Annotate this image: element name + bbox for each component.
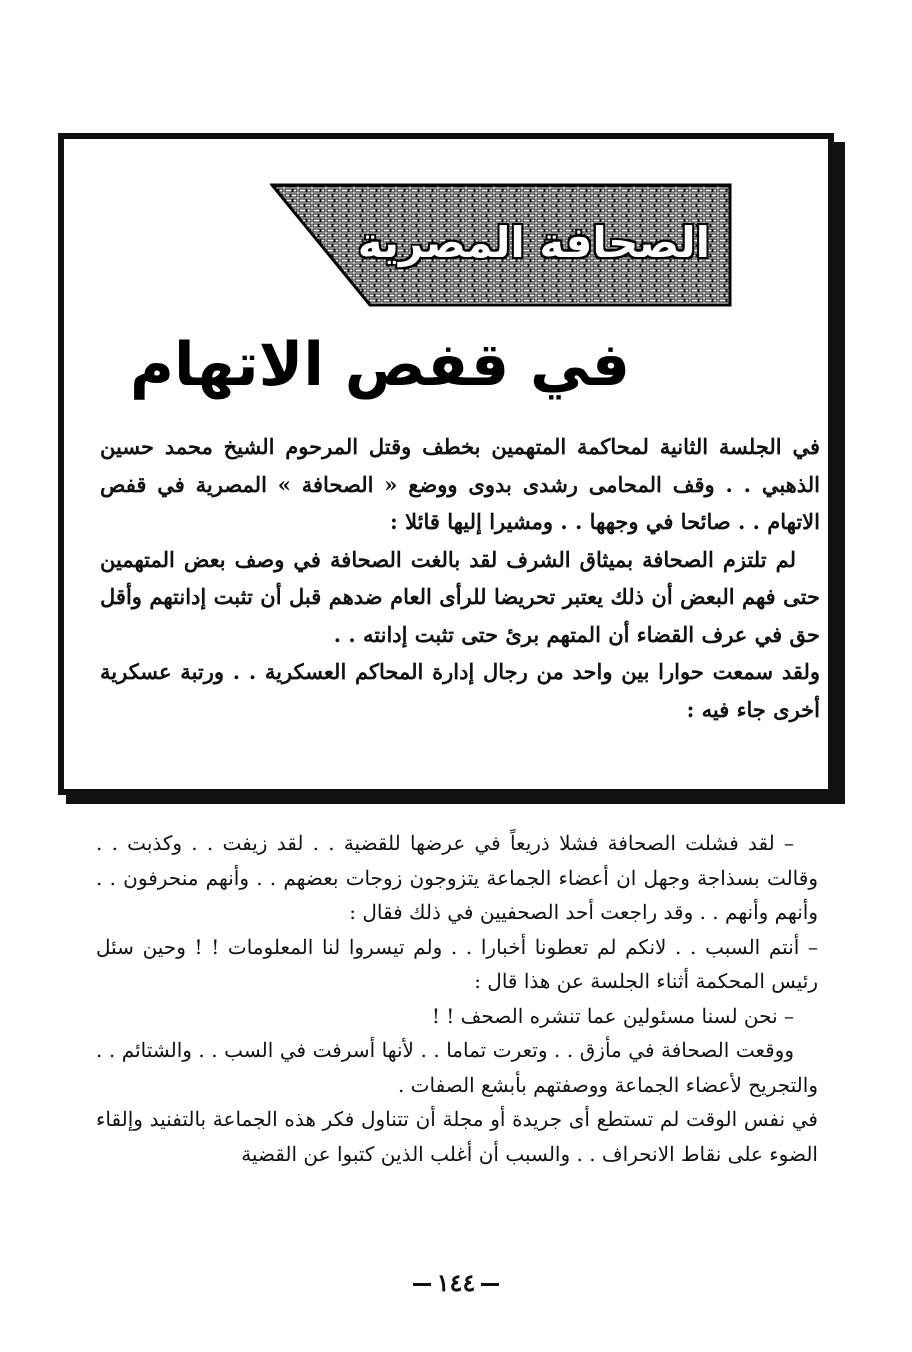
page-number-dash (481, 1283, 499, 1286)
body-paragraph: – لقد فشلت الصحافة فشلا ذريعاً في عرضها للقضية . . لقد زيفت . . وكذبت . . وقالت بسذاجة وجهل ان أعضاء الجماعة يتزوجون زوجات بعضهم . . وأنهم منحرفون . . وأنهم وأنهم . . وقد راجعت أحد الصحفيين في ذلك فقال : (96, 831, 818, 924)
box-shadow-right (834, 142, 845, 804)
banner-title: الصحافة المصرية (357, 218, 710, 267)
body-paragraph: في نفس الوقت لم تستطع أى جريدة أو مجلة أن تتناول فكر هذه الجماعة بالتفنيد وإلقاء الضوء على نقاط الانحراف . . والسبب أن أغلب الذين كتبوا عن القضية (96, 1107, 818, 1166)
page-number-dash (413, 1283, 431, 1286)
body-text (96, 826, 818, 1171)
intro-text (100, 428, 820, 728)
intro-paragraph: ولقد سمعت حوارا بين واحد من رجال إدارة المحاكم العسكرية . . ورتبة عسكرية أخرى جاء فيه : (100, 659, 820, 722)
box-shadow-bottom (66, 795, 845, 804)
page-number-value: ١٤٤ (436, 1268, 476, 1297)
body-paragraph: ووقعت الصحافة في مأزق . . وتعرت تماما . . لأنها أسرفت في السب . . والشتائم . . والتجريح لأعضاء الجماعة ووصفتهم بأبشع الصفات . (96, 1038, 818, 1097)
page-number (396, 1266, 516, 1300)
headline: في قفص الاتهام (130, 330, 630, 400)
intro-paragraph: لم تلتزم الصحافة بميثاق الشرف لقد بالغت الصحافة في وصف بعض المتهمين حتى فهم البعض أن ذلك يعتبر تحريضا للرأى العام ضدهم قبل أن تثبت إدانتهم وأقل حق في عرف القضاء أن المتهم برئ حتى تثبت إدانته . . (100, 546, 820, 647)
body-paragraph: – أنتم السبب . . لانكم لم تعطونا أخبارا . . ولم تيسروا لنا المعلومات ! ! وحين سئل رئيس المحكمة أثناء الجلسة عن هذا قال : (96, 934, 818, 993)
body-paragraph: – نحن لسنا مسئولين عما تنشره الصحف ! ! (431, 1003, 794, 1028)
intro-paragraph: في الجلسة الثانية لمحاكمة المتهمين بخطف وقتل المرحوم الشيخ محمد حسين الذهبي . . وقف المحامى رشدى بدوى ووضع « الصحافة » المصرية في قفص الاتهام . . صائحا في وجهها . . ومشيرا إليها قائلا : (100, 434, 820, 534)
